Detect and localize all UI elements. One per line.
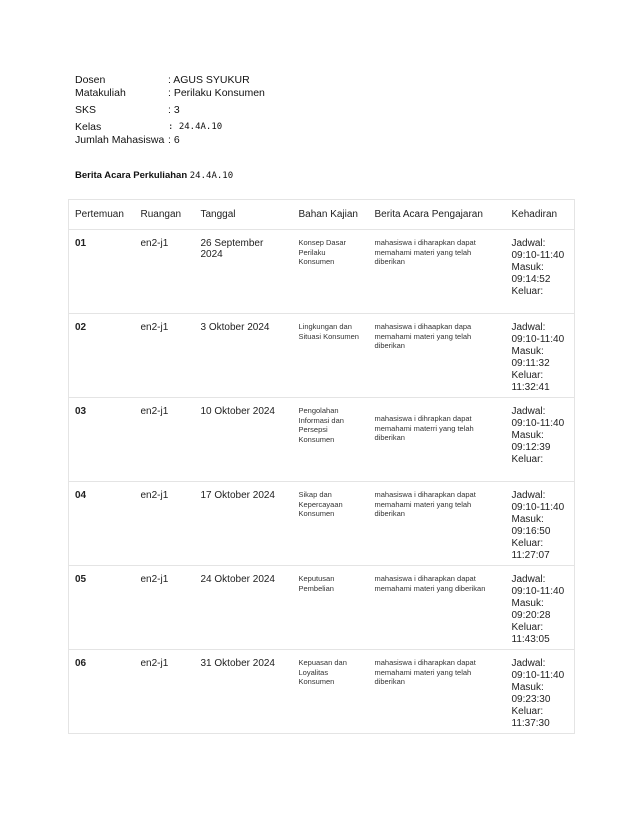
kehadiran-line: Keluar: <box>511 370 544 381</box>
kehadiran-line: 09:16:50 <box>511 526 551 537</box>
kehadiran-line: 09:10-11:40 <box>511 418 565 429</box>
header-berita-acara: Berita Acara Pengajaran <box>369 200 506 230</box>
kehadiran-line: Masuk: <box>511 346 544 357</box>
matakuliah-label: Matakuliah <box>75 87 126 99</box>
cell-tanggal: 31 Oktober 2024 <box>195 650 293 734</box>
cell-bahan-kajian: Kepuasan dan Loyalitas Konsumen <box>293 650 369 734</box>
cell-ruangan: en2-j1 <box>135 230 195 314</box>
matakuliah-value: : Perilaku Konsumen <box>168 87 265 99</box>
kehadiran-line: Keluar: <box>511 622 544 633</box>
cell-berita-acara: mahasiswa i dihaapkan dapa memahami materi yang telah diberikan <box>369 314 506 398</box>
kehadiran-line: Masuk: <box>511 514 544 525</box>
kehadiran-line: 09:10-11:40 <box>511 502 565 513</box>
kehadiran-line: Jadwal: <box>511 658 546 669</box>
kehadiran-line: 09:20:28 <box>511 610 551 621</box>
cell-pertemuan: 02 <box>69 314 135 398</box>
kehadiran-line: Masuk: <box>511 682 544 693</box>
kehadiran-line: 09:10-11:40 <box>511 334 565 345</box>
kehadiran-line: 09:23:30 <box>511 694 551 705</box>
cell-bahan-kajian: Sikap dan Kepercayaan Konsumen <box>293 482 369 566</box>
table-row <box>69 230 575 314</box>
kehadiran-line: 11:43:05 <box>511 634 550 645</box>
berita-acara-table <box>68 199 575 734</box>
info-row-jumlah <box>75 134 265 147</box>
sks-value: : 3 <box>168 104 180 116</box>
cell-berita-acara: mahasiswa i diharapkan dapat memahami materi yang telah diberikan <box>369 650 506 734</box>
info-row-sks <box>75 104 265 117</box>
table-row <box>69 482 575 566</box>
cell-berita-acara: mahasiswa i diharapkan dapat memahami materi yang telah diberikan <box>369 230 506 314</box>
dosen-value: : AGUS SYUKUR <box>168 74 250 86</box>
cell-kehadiran <box>506 566 575 650</box>
cell-bahan-kajian: Konsep Dasar Perilaku Konsumen <box>293 230 369 314</box>
header-pertemuan: Pertemuan <box>69 200 135 230</box>
cell-ruangan: en2-j1 <box>135 314 195 398</box>
cell-berita-acara: mahasiswa i dihrapkan dapat memahami materri yang telah diberikan <box>369 398 506 482</box>
info-row-kelas <box>75 121 265 134</box>
kehadiran-line: Keluar: <box>511 286 544 297</box>
header-bahan-kajian: Bahan Kajian <box>293 200 369 230</box>
jumlah-label: Jumlah Mahasiswa <box>75 134 165 146</box>
cell-berita-acara: mahasiswa i diharapkan dapat memahami materi yang diberikan <box>369 566 506 650</box>
table-row <box>69 314 575 398</box>
kehadiran-line: Keluar: <box>511 538 544 549</box>
table-row <box>69 650 575 734</box>
kehadiran-line: Jadwal: <box>511 322 546 333</box>
cell-kehadiran <box>506 482 575 566</box>
kehadiran-line: Jadwal: <box>511 238 546 249</box>
kelas-value: : 24.4A.10 <box>168 122 223 132</box>
cell-ruangan: en2-j1 <box>135 482 195 566</box>
cell-ruangan: en2-j1 <box>135 398 195 482</box>
cell-kehadiran <box>506 650 575 734</box>
cell-bahan-kajian: Keputusan Pembelian <box>293 566 369 650</box>
kehadiran-line: 09:10-11:40 <box>511 250 565 261</box>
info-row-dosen <box>75 74 265 87</box>
kehadiran-line: Masuk: <box>511 598 544 609</box>
header-ruangan: Ruangan <box>135 200 195 230</box>
cell-bahan-kajian: Lingkungan dan Situasi Konsumen <box>293 314 369 398</box>
table-header-row <box>69 200 575 230</box>
cell-pertemuan: 06 <box>69 650 135 734</box>
section-title-text: Berita Acara Perkuliahan <box>75 170 188 181</box>
kehadiran-line: Jadwal: <box>511 490 546 501</box>
cell-pertemuan: 03 <box>69 398 135 482</box>
cell-tanggal: 17 Oktober 2024 <box>195 482 293 566</box>
table-row <box>69 566 575 650</box>
header-tanggal: Tanggal <box>195 200 293 230</box>
cell-pertemuan: 01 <box>69 230 135 314</box>
cell-pertemuan: 04 <box>69 482 135 566</box>
cell-tanggal: 24 Oktober 2024 <box>195 566 293 650</box>
kehadiran-line: Masuk: <box>511 430 544 441</box>
kelas-label: Kelas <box>75 121 102 133</box>
kehadiran-line: Keluar: <box>511 454 544 465</box>
course-info <box>75 74 265 147</box>
cell-kehadiran <box>506 314 575 398</box>
kehadiran-line: 09:10-11:40 <box>511 586 565 597</box>
cell-tanggal: 3 Oktober 2024 <box>195 314 293 398</box>
section-title-code: 24.4A.10 <box>189 171 234 181</box>
cell-ruangan: en2-j1 <box>135 650 195 734</box>
kehadiran-line: 09:14:52 <box>511 274 551 285</box>
cell-kehadiran <box>506 398 575 482</box>
cell-tanggal: 26 September 2024 <box>195 230 293 314</box>
cell-berita-acara: mahasiswa i diharapkan dapat memahami materi yang telah diberikan <box>369 482 506 566</box>
kehadiran-line: 09:11:32 <box>511 358 550 369</box>
kehadiran-line: Jadwal: <box>511 406 546 417</box>
cell-kehadiran <box>506 230 575 314</box>
kehadiran-line: Masuk: <box>511 262 544 273</box>
kehadiran-line: 11:32:41 <box>511 382 550 393</box>
jumlah-value: : 6 <box>168 134 180 146</box>
kehadiran-line: 11:27:07 <box>511 550 550 561</box>
kehadiran-line: Keluar: <box>511 706 544 717</box>
header-kehadiran: Kehadiran <box>506 200 575 230</box>
kehadiran-line: 09:10-11:40 <box>511 670 565 681</box>
cell-ruangan: en2-j1 <box>135 566 195 650</box>
info-row-matakuliah <box>75 87 265 100</box>
kehadiran-line: 11:37:30 <box>511 718 550 729</box>
kehadiran-line: 09:12:39 <box>511 442 551 453</box>
dosen-label: Dosen <box>75 74 106 86</box>
kehadiran-line: Jadwal: <box>511 574 546 585</box>
cell-pertemuan: 05 <box>69 566 135 650</box>
section-title <box>75 170 233 181</box>
sks-label: SKS <box>75 104 97 116</box>
table-row <box>69 398 575 482</box>
cell-tanggal: 10 Oktober 2024 <box>195 398 293 482</box>
cell-bahan-kajian: Pengolahan Informasi dan Persepsi Konsumen <box>293 398 369 482</box>
